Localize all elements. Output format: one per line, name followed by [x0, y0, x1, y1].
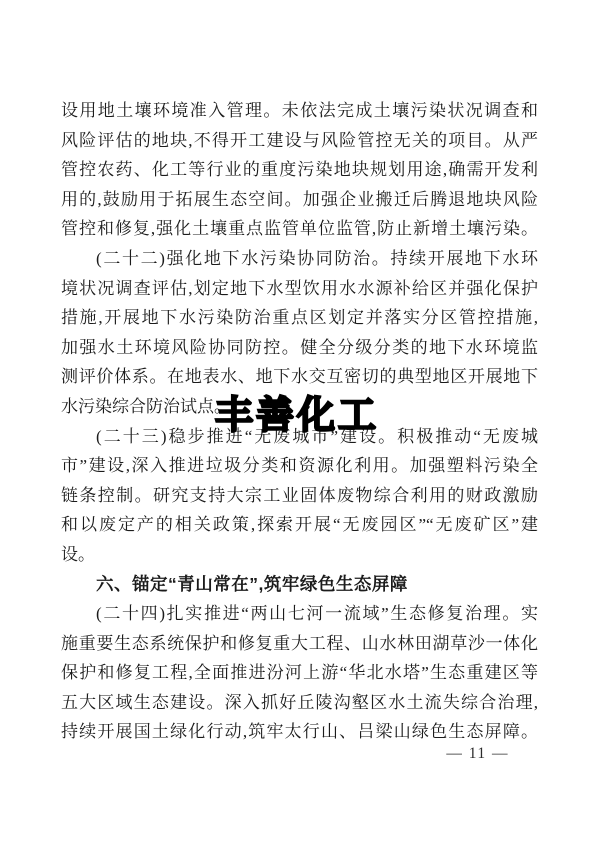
text-line: 管控和修复,强化土壤重点监管单位监管,防止新增土壤污染。 [61, 219, 538, 239]
text-line: 加强水土环境风险协同防控。健全分级分类的地下水环境监 [61, 337, 538, 357]
paragraph-start-line: (二十四)扎实推进“两山七河一流域”生态修复治理。实 [96, 604, 538, 624]
text-line: 五大区域生态建设。深入抓好丘陵沟壑区水土流失综合治理, [61, 692, 538, 712]
text-line: 管控农药、化工等行业的重度污染地块规划用途,确需开发利 [61, 160, 538, 180]
paragraph-end-line: 水污染综合防治试点。 [61, 396, 231, 416]
text-line: 和以废定产的相关政策,探索开展“无废园区”“无废矿区”建 [61, 515, 538, 535]
text-line: 措施,开展地下水污染防治重点区划定并落实分区管控措施, [61, 308, 538, 328]
text-line: 市”建设,深入推进垃圾分类和资源化利用。加强塑料污染全 [61, 456, 538, 476]
text-line: 链条控制。研究支持大宗工业固体废物综合利用的财政激励 [61, 485, 538, 505]
text-line: 设用地土壤环境准入管理。未依法完成土壤污染状况调查和 [61, 101, 538, 120]
text-line: 持续开展国土绿化行动,筑牢太行山、吕梁山绿色生态屏障。 [61, 722, 538, 742]
text-line: 保护和修复工程,全面推进汾河上游“华北水塔”生态重建区等 [61, 663, 538, 683]
text-line: 用的,鼓励用于拓展生态空间。加强企业搬迁后腾退地块风险 [61, 189, 538, 209]
text-line: 测评价体系。在地表水、地下水交互密切的典型地区开展地下 [61, 367, 538, 387]
watermark-overlay-text: 丰善化工 [215, 395, 380, 437]
text-line: 施重要生态系统保护和修复重大工程、山水林田湖草沙一体化 [61, 633, 538, 653]
text-line: 风险评估的地块,不得开工建设与风险管控无关的项目。从严 [61, 130, 538, 150]
page-number: — 11 — [446, 745, 509, 762]
paragraph-end-line: 设。 [61, 544, 95, 564]
paragraph-start-line: (二十三)稳步推进“无废城市”建设。积极推动“无废城 [96, 426, 538, 446]
section-heading: 六、锚定“青山常在”,筑牢绿色生态屏障 [96, 573, 408, 594]
paragraph-start-line: (二十二)强化地下水污染协同防治。持续开展地下水环 [96, 248, 538, 268]
text-line: 境状况调查评估,划定地下水型饮用水水源补给区并强化保护 [61, 278, 538, 298]
